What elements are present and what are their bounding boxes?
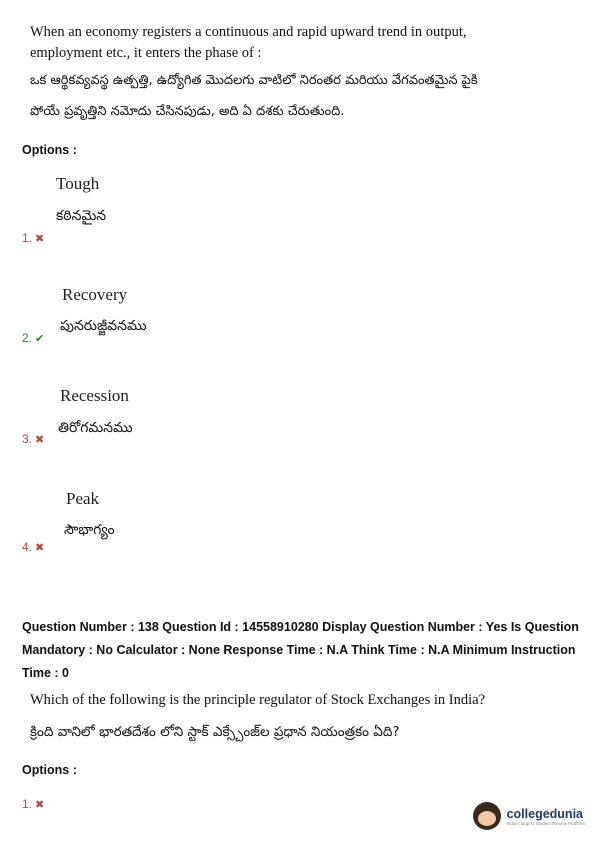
option-3-number: 3. ✖ xyxy=(22,432,45,446)
cross-icon: ✖ xyxy=(35,233,45,245)
meta-line: Mandatory : No Calculator : None Response Time : N.A Think Time : N.A Minimum Instruction xyxy=(22,643,576,657)
option-2-text-te: పునరుజ్జీవనము xyxy=(60,318,147,334)
question-text-te-line1: ఒక ఆర్థికవ్యవస్థ ఉత్పత్తి, ఉద్యోగిత మొదలగు వాటిలో నిరంతర మరియు వేగవంతమైన పైకి xyxy=(30,73,478,88)
option-3-text-en: Recession xyxy=(60,386,129,405)
option-1-number: 1. ✖ xyxy=(22,231,45,245)
question-meta xyxy=(22,616,582,685)
option-4-text-te: సౌభాగ్యం xyxy=(64,522,115,538)
logo-tagline: India's largest Student Review Platform xyxy=(506,820,585,826)
option-2-number: 2. ✔ xyxy=(22,331,45,345)
question-text-en xyxy=(30,22,570,64)
question-2-text-en: Which of the following is the principle regulator of Stock Exchanges in India? xyxy=(30,692,486,708)
collegedunia-logo xyxy=(473,802,585,830)
option-3-text-te: తిరోగమనము xyxy=(58,420,133,436)
check-icon: ✔ xyxy=(35,333,45,345)
question-text-te-line2: పోయే ప్రవృత్తిని నమోదు చేసినపుడు, అది ఏ దశకు చేరుతుంది. xyxy=(30,104,345,119)
student-avatar-icon xyxy=(473,802,501,830)
question-line: When an economy registers a continuous and rapid upward trend in output, xyxy=(30,24,467,40)
option-1-text-te: కఠినమైన xyxy=(56,208,107,224)
options-label: Options : xyxy=(22,143,77,157)
cross-icon: ✖ xyxy=(35,434,45,446)
option-2-text-en: Recovery xyxy=(62,285,128,304)
options-label-2: Options : xyxy=(22,763,77,777)
option-1-text-en: Tough xyxy=(56,174,100,193)
meta-line: Time : 0 xyxy=(22,666,70,680)
logo-name: collegedunia xyxy=(506,806,583,821)
cross-icon: ✖ xyxy=(35,542,45,554)
cross-icon: ✖ xyxy=(35,799,45,811)
option-4-number: 4. ✖ xyxy=(22,540,45,554)
question-2-text-te: క్రింది వానిలో భారతదేశం లోని స్టాక్ ఎక్స్చేంజ్‌ల ప్రధాన నియంత్రకం ఏది? xyxy=(30,724,400,740)
option-4-text-en: Peak xyxy=(66,489,100,508)
meta-line: Question Number : 138 Question Id : 14558910280 Display Question Number : Yes Is Question xyxy=(22,620,579,634)
question-line: employment etc., it enters the phase of : xyxy=(30,45,262,61)
q2-option-1-number: 1. ✖ xyxy=(22,797,45,811)
